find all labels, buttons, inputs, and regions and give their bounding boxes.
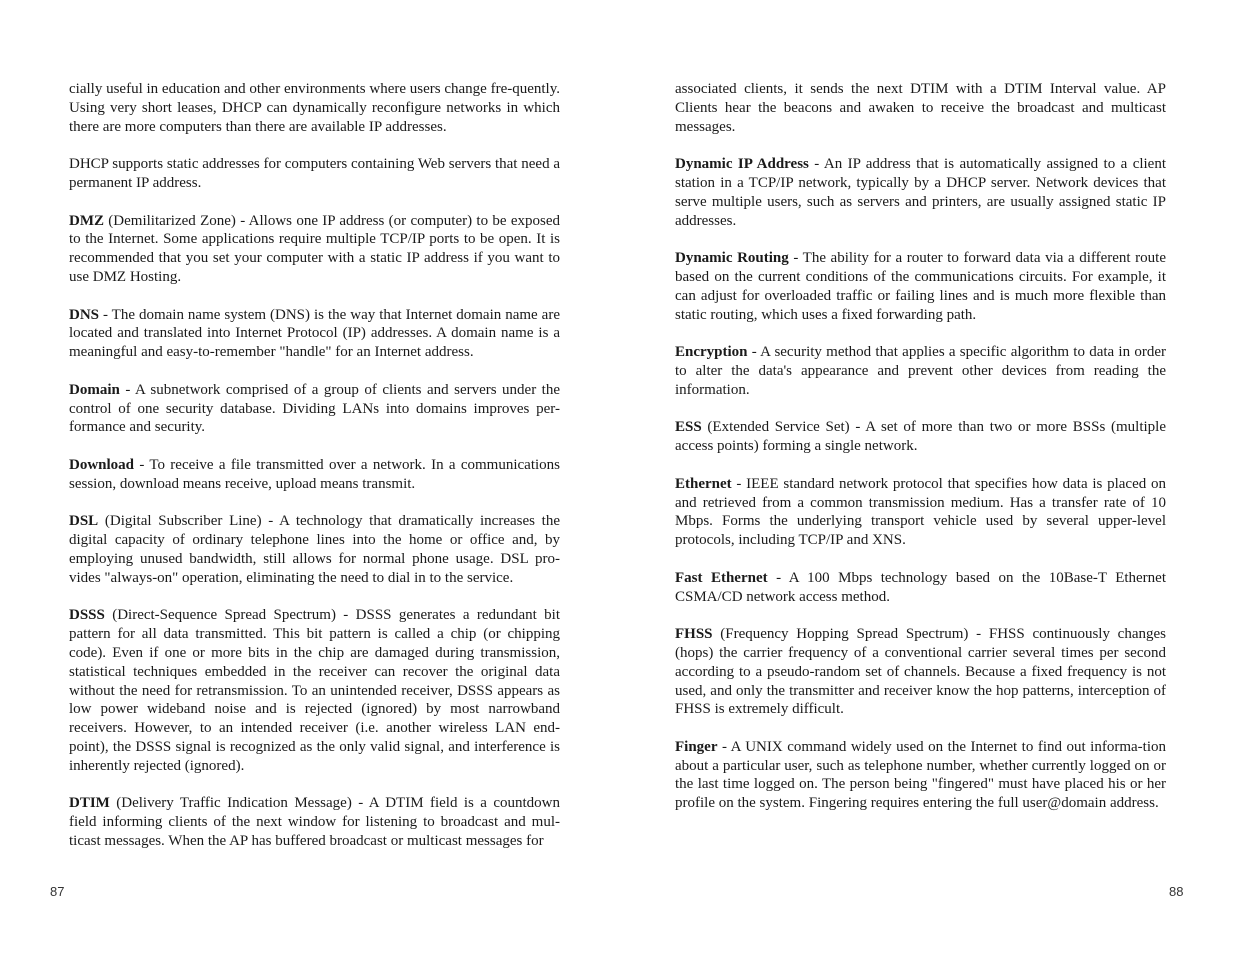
glossary-definition: - A subnetwork comprised of a group of clients and servers under the control of one security database. Dividing LANs into domains improves per-formance and security. — [69, 381, 560, 436]
glossary-entry — [69, 456, 560, 494]
glossary-term: Domain — [69, 381, 120, 398]
page-number: 87 — [50, 884, 65, 899]
glossary-definition: - A security method that applies a specific algorithm to data in order to alter the data's appearance and prevent other devices from reading the information. — [675, 344, 1166, 398]
glossary-term: Download — [69, 456, 135, 473]
glossary-entry — [69, 155, 560, 193]
glossary-entry — [69, 80, 560, 136]
right-column — [675, 80, 1166, 832]
glossary-definition: - A 100 Mbps technology based on the 10Base-T Ethernet CSMA/CD network access method. — [675, 569, 1166, 605]
glossary-entry — [675, 343, 1166, 399]
glossary-entry — [675, 80, 1166, 136]
glossary-definition: (Direct-Sequence Spread Spectrum) - DSSS generates a redundant bit pattern for all data transmitted. This bit pattern is called a chip (or chipping code). Even if one or more bits in the chip are damaged during transmission, statistical techniques embedded in the receiver can recover the original data without the need for retransmission. To an unintended receiver, DSSS appears as low power wideband noise and is rejected (ignored) by most narrowband receivers. However, to an intended receiver (i.e. another wireless LAN end-point), the DSSS signal is recognized as the only valid signal, and interference is inherently rejected (ignored). — [69, 607, 560, 774]
right-page — [617, 0, 1235, 954]
glossary-term: DNS — [69, 306, 100, 323]
glossary-definition: (Digital Subscriber Line) - A technology that dramatically increases the digital capacity of ordinary telephone lines into the home or office and, by employing unused bandwidth, still allows for normal phone usage. DSL pro-vides "always-on" operation, eliminating the need to dial in to the service. — [69, 513, 560, 586]
glossary-term: Fast Ethernet — [675, 569, 768, 586]
glossary-entry — [675, 155, 1166, 230]
page-number: 88 — [1169, 884, 1184, 899]
glossary-entry — [675, 475, 1166, 550]
glossary-definition: DHCP supports static addresses for computers containing Web servers that need a permanent IP address. — [69, 156, 560, 191]
left-column — [69, 80, 560, 869]
glossary-entry — [675, 625, 1166, 719]
glossary-definition: - To receive a file transmitted over a network. In a communications session, download means receive, upload means transmit. — [69, 456, 560, 492]
glossary-entry — [675, 249, 1166, 324]
glossary-entry — [675, 418, 1166, 456]
glossary-term: FHSS — [675, 626, 713, 643]
glossary-term: Finger — [675, 738, 718, 755]
glossary-definition: (Frequency Hopping Spread Spectrum) - FHSS continuously changes (hops) the carrier frequency of a conventional carrier several times per second according to a pseudo-random set of channels. Because a fixed frequency is not used, and only the transmitter and receiver know the hop patterns, interception of FHSS is extremely difficult. — [675, 626, 1166, 718]
glossary-entry — [675, 569, 1166, 607]
glossary-definition: - IEEE standard network protocol that specifies how data is placed on and retrieved from a common transmission medium. Has a transfer rate of 10 Mbps. Forms the underlying transport vehicle used by several upper-level protocols, including TCP/IP and XNS. — [675, 475, 1166, 549]
glossary-entry — [69, 606, 560, 775]
glossary-term: DSL — [69, 513, 99, 530]
glossary-entry — [69, 212, 560, 287]
glossary-definition: - A UNIX command widely used on the Internet to find out informa-tion about a particular user, such as telephone number, whether currently logged on or the last time logged on. The person being "fingered" must have placed his or her profile on the system. Fingering requires entering the full user@domain address. — [675, 738, 1166, 812]
glossary-definition: cially useful in education and other environments where users change fre-quently. Using very short leases, DHCP can dynamically reconfigure networks in which there are more computers than there are available IP addresses. — [69, 81, 560, 135]
glossary-term: DSSS — [69, 607, 105, 624]
glossary-term: ESS — [675, 419, 702, 436]
glossary-entry — [69, 794, 560, 850]
left-page — [0, 0, 617, 954]
glossary-entry — [69, 306, 560, 362]
glossary-term: Ethernet — [675, 475, 732, 492]
glossary-definition: (Delivery Traffic Indication Message) - A DTIM field is a countdown field informing clients of the next window for listening to broadcast and mul-ticast messages. When the AP has buffered broadcast or multicast messages for — [69, 795, 560, 849]
glossary-definition: - An IP address that is automatically assigned to a client station in a TCP/IP network, typically by a DHCP server. Network devices that serve multiple users, such as servers and printers, are usually assigned static IP addresses. — [675, 156, 1167, 229]
glossary-entry — [675, 738, 1166, 813]
glossary-term: Dynamic Routing — [675, 250, 789, 267]
glossary-definition: associated clients, it sends the next DTIM with a DTIM Interval value. AP Clients hear the beacons and awaken to receive the broadcast and multicast messages. — [675, 81, 1166, 135]
glossary-term: DTIM — [69, 795, 110, 812]
glossary-definition: - The domain name system (DNS) is the way that Internet domain name are located and translated into Internet Protocol (IP) addresses. A domain name is a meaningful and easy-to-remember "handle" for an Internet address. — [69, 306, 560, 361]
glossary-entry — [69, 381, 560, 437]
glossary-term: Encryption — [675, 344, 748, 361]
glossary-term: DMZ — [69, 212, 104, 229]
glossary-definition: (Demilitarized Zone) - Allows one IP address (or computer) to be exposed to the Internet. Some applications require multiple TCP/IP ports to be open. It is recommended that you set your computer with a static IP address if you want to use DMZ Hosting. — [69, 212, 560, 285]
glossary-definition: - The ability for a router to forward data via a different route based on the current conditions of the communications circuits. For example, it can adjust for overloaded traffic or failing lines and is much more flexible than static routing, which uses a fixed forwarding path. — [675, 250, 1166, 323]
glossary-entry — [69, 512, 560, 587]
glossary-term: Dynamic IP Address — [675, 156, 809, 173]
glossary-definition: (Extended Service Set) - A set of more than two or more BSSs (multiple access points) forming a single network. — [675, 419, 1166, 455]
